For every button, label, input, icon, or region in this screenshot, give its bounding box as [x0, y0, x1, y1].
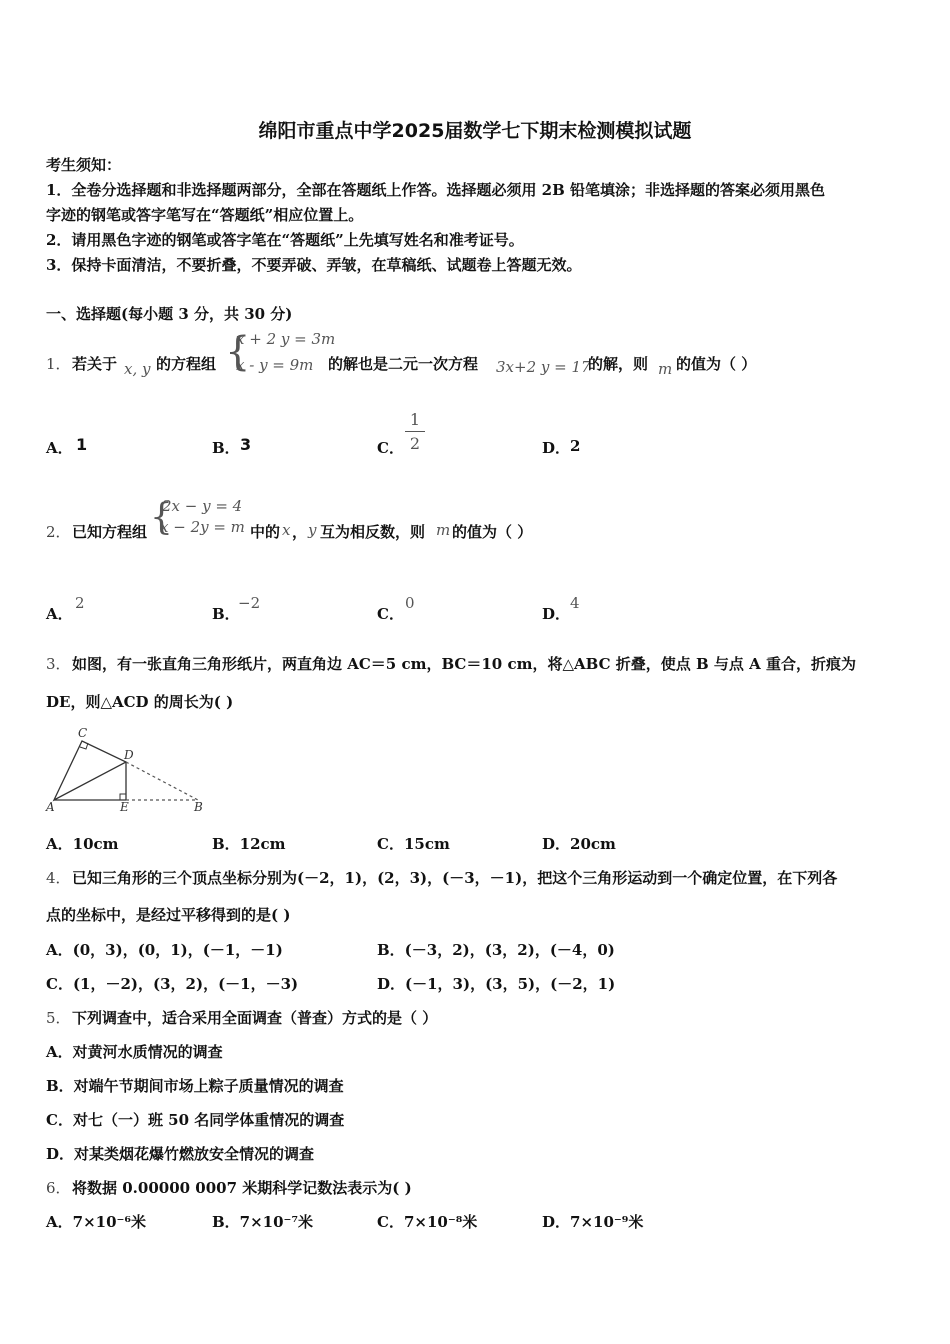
- q2-x: x: [282, 521, 291, 539]
- q1-text-5: 的值为（ ）: [676, 355, 757, 373]
- q3-triangle-figure: [40, 725, 220, 815]
- q1-text-4: 的解，则: [588, 355, 649, 373]
- q2-option-d: 4: [570, 594, 580, 612]
- q3-label-b: B: [194, 800, 203, 814]
- page-title: 绵阳市重点中学2025届数学七下期末检测模拟试题: [258, 120, 692, 142]
- q3-label-c: C: [78, 726, 88, 740]
- notice-line-3: 3．保持卡面清洁，不要折叠，不要弄破、弄皱，在草稿纸、试题卷上答题无效。: [46, 256, 582, 274]
- q1-option-c-denominator: 2: [409, 434, 421, 453]
- q5-number: 5．: [46, 1009, 71, 1027]
- q1-option-c-label: C．: [377, 439, 404, 457]
- q2-option-c-label: C．: [377, 605, 404, 623]
- q2-text-2: 中的: [250, 523, 281, 541]
- q3-line-1: 如图，有一张直角三角形纸片，两直角边 AC＝5 cm，BC＝10 cm，将△ABC 折叠，使点 B 与点 A 重合，折痕为: [72, 655, 856, 673]
- q1-option-d: 2: [570, 437, 581, 455]
- q3-option-c: C．15cm: [377, 835, 450, 853]
- q1-option-c-fraction: [405, 410, 425, 453]
- q5-option-b: B．对端午节期间市场上粽子质量情况的调查: [46, 1077, 344, 1095]
- q2-option-b: −2: [238, 594, 261, 612]
- q1-option-d-label: D．: [542, 439, 571, 457]
- q2-option-a-label: A．: [46, 605, 73, 623]
- q1-option-a: 1: [76, 435, 88, 454]
- q3-label-a: A: [46, 800, 55, 814]
- notice-line-1a: 1．全卷分选择题和非选择题两部分，全部在答题纸上作答。选择题必须用 2B 铅笔填涂；非选择题的答案必须用黑色: [46, 181, 826, 199]
- q1-text-3: 的解也是二元一次方程: [328, 355, 479, 373]
- q1-eq2: x - y = 9m: [236, 356, 314, 374]
- notice-heading: 考生须知：: [46, 156, 122, 174]
- q6-option-d: D．7×10⁻⁹米: [542, 1213, 644, 1231]
- q2-y: y: [308, 521, 317, 539]
- q1-m: m: [658, 360, 673, 378]
- notice-line-1b: 字迹的钢笔或答字笔写在“答题纸”相应位置上。: [46, 206, 364, 224]
- q2-m: m: [436, 521, 451, 539]
- q1-number: 1．: [46, 355, 71, 373]
- q3-line-2: DE，则△ACD 的周长为( ): [46, 693, 234, 711]
- q4-option-d: D．(－1，3)，(3，5)，(－2，1): [377, 975, 616, 993]
- q2-brace: {: [150, 497, 173, 538]
- q3-label-d: D: [124, 748, 134, 762]
- q2-text-3: 互为相反数，则: [320, 523, 426, 541]
- notice-line-2: 2．请用黑色字迹的钢笔或答字笔在“答题纸”上先填写姓名和准考证号。: [46, 231, 524, 249]
- q5-option-c: C．对七（一）班 50 名同学体重情况的调查: [46, 1111, 345, 1129]
- q6-option-a: A．7×10⁻⁶米: [46, 1213, 147, 1231]
- q2-option-a: 2: [75, 594, 85, 612]
- q3-option-d: D．20cm: [542, 835, 616, 853]
- q1-text-2: 的方程组: [156, 355, 217, 373]
- q2-sep: ，: [292, 523, 308, 541]
- q2-eq1: 2x − y = 4: [162, 497, 243, 515]
- q3-option-a: A．10cm: [46, 835, 119, 853]
- q6-number: 6．: [46, 1179, 71, 1197]
- q1-text-1: 若关于: [72, 355, 118, 373]
- q1-brace: {: [225, 329, 251, 375]
- q1-option-a-label: A．: [46, 439, 73, 457]
- q2-eq2: x − 2y = m: [160, 518, 245, 536]
- q1-option-c-numerator: 1: [409, 410, 421, 429]
- q2-option-c: 0: [405, 594, 415, 612]
- q3-option-b: B．12cm: [212, 835, 286, 853]
- q4-line-1: 已知三角形的三个顶点坐标分别为(－2，1)，(2，3)，(－3，－1)，把这个三角形运动到一个确定位置，在下列各: [72, 869, 838, 887]
- q5-option-d: D．对某类烟花爆竹燃放安全情况的调查: [46, 1145, 315, 1163]
- q1-option-b: 3: [240, 435, 252, 454]
- q2-option-b-label: B．: [212, 605, 240, 623]
- q3-triangle-acd: [54, 741, 126, 800]
- q4-line-2: 点的坐标中，是经过平移得到的是( ): [46, 906, 291, 924]
- q5-stem: 下列调查中，适合采用全面调查（普查）方式的是（ ）: [72, 1009, 438, 1027]
- q3-number: 3．: [46, 655, 71, 673]
- q2-text-4: 的值为（ ）: [452, 523, 533, 541]
- q5-option-a: A．对黄河水质情况的调查: [46, 1043, 223, 1061]
- q6-option-c: C．7×10⁻⁸米: [377, 1213, 478, 1231]
- q2-text-1: 已知方程组: [72, 523, 148, 541]
- section-heading: 一、选择题(每小题 3 分，共 30 分): [46, 305, 293, 323]
- q6-stem: 将数据 0.00000 0007 米期科学记数法表示为( ): [72, 1179, 412, 1197]
- q1-eq1: x + 2 y = 3m: [236, 330, 336, 348]
- q1-eq3: 3x+2 y = 17: [496, 358, 591, 376]
- q3-segment-db-dashed: [126, 762, 198, 800]
- q2-number: 2．: [46, 523, 71, 541]
- q1-vars: x, y: [124, 360, 151, 378]
- q4-number: 4．: [46, 869, 71, 887]
- q3-label-e: E: [120, 800, 129, 814]
- q4-option-b: B．(－3，2)，(3，2)，(－4，0): [377, 941, 615, 959]
- q4-option-a: A．(0，3)，(0，1)，(－1，－1): [46, 941, 283, 959]
- q4-option-c: C．(1，－2)，(3，2)，(－1，－3): [46, 975, 299, 993]
- q1-option-b-label: B．: [212, 439, 240, 457]
- q2-option-d-label: D．: [542, 605, 571, 623]
- q6-option-b: B．7×10⁻⁷米: [212, 1213, 314, 1231]
